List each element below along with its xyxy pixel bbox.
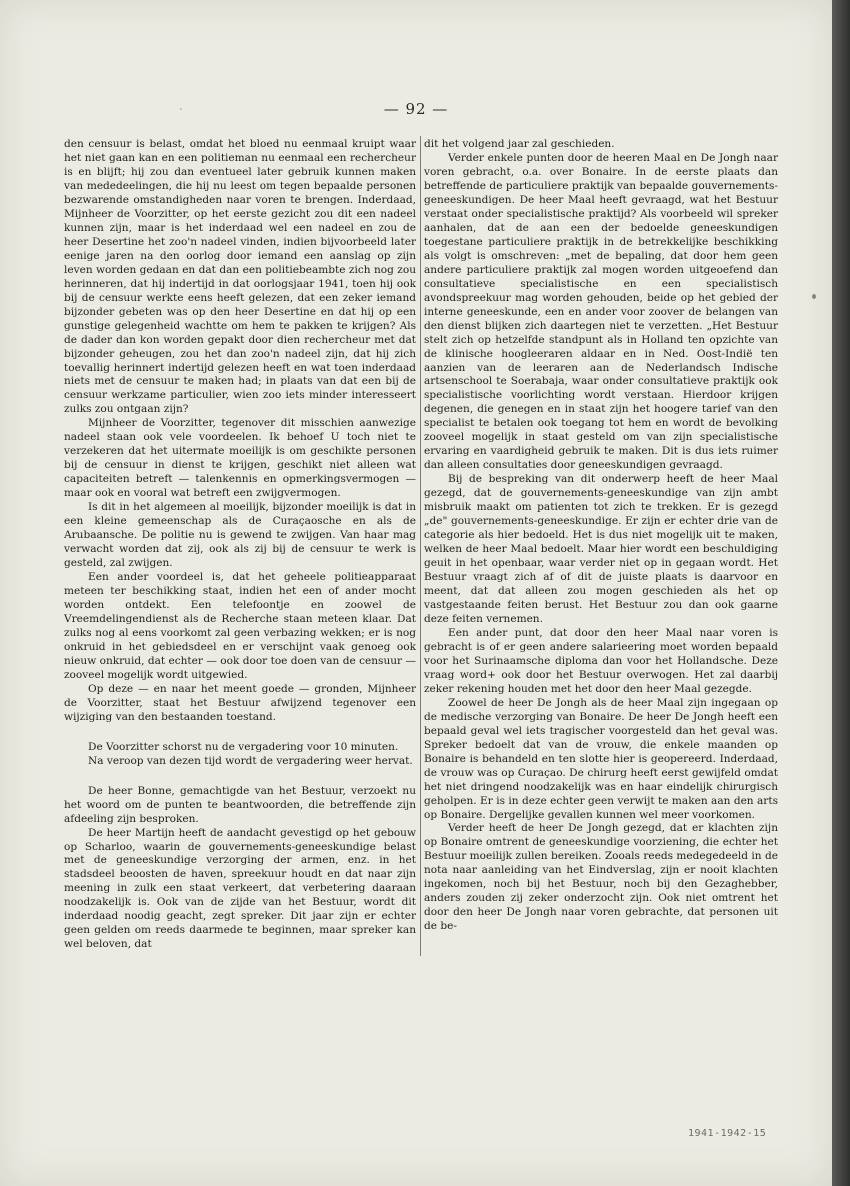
paragraph: den censuur is belast, omdat het bloed nu eenmaal kruipt waar het niet gaan kan en een politieman nu eenmaal een rechercheur is en blijft; hij zou dan eventueel later gebruik kunnen maken van mededeelingen, die hij nu leest om tegen bepaalde personen bezwarende omstandigheden naar voren te brengen. Inderdaad, Mijnheer de Voorzitter, op het eerste gezicht zou dit een nadeel kunnen zijn, maar is het inderdaad wel een nadeel en zou de heer Desertine het zoo'n nadeel vinden, indien bijvoorbeeld later eenige jaren na den oorlog door iemand een aanslag op zijn leven worden gedaan en dat dan een politiebeambte zich nog zou herinneren, dat hij indertijd in dat oorlogsjaar 1941, toen hij ook bij de censuur werkte eens heeft gelezen, dat een zeker iemand bijzonder gebeten was op den heer Desertine en dat hij op een gunstige gelegenheid wachtte om hem te pakken te krijgen? Als de dader dan kon worden gepakt door dien rechercheur met dat bijzonder geheugen, zou het dan zoo'n nadeel zijn, dat hij zich toevallig herinnert indertijd gelezen heeft en wat toen inderdaad niets met de censuur te maken had; in plaats van dat een bij de censuur werkzame particulier, wien zoo iets minder interesseert zulks zou ontgaan zijn?: [64, 138, 416, 416]
paragraph: Verder enkele punten door de heeren Maal en De Jongh naar voren gebracht, o.a. over Bonaire. In de eerste plaats dan betreffende de particuliere praktijk van bepaalde gouvernements-geneeskundigen. De heer Maal heeft gevraagd, wat het Bestuur verstaat onder specialistische praktijd? Als voorbeeld wil spreker aanhalen, dat de aan een der bedoelde geneeskundigen toegestane particuliere praktijk in de betrekkelijke beschikking als volgt is omschreven: „met de bepaling, dat door hem geen andere particuliere praktijk zal mogen worden uitgeoefend dan consultatieve specialistische en een specialistisch avondspreekuur mag worden gehouden, beide op het gebied der interne geneeskunde, een en ander voor zoover de belangen van den dienst blijken zich daartegen niet te verzetten. „Het Bestuur stelt zich op hetzelfde standpunt als in Holland ten opzichte van de klinische hoogleeraren aldaar en in Ned. Oost-Indië ten aanzien van de leeraren aan de Nederlandsch Indische artsenschool te Soerabaja, waar onder consultatieve praktijk ook specialistische voorlichting wordt verstaan. Hierdoor krijgen degenen, die genegen en in staat zijn het hoogere tarief van den specialist te betalen ook toegang tot hem en wordt de bevolking zooveel mogelijk in staat gesteld om van zijn specialistische ervaring en vaardigheid gebruik te maken. Dit is dus iets ruimer dan alleen consultaties door geneeskundigen gevraagd.: [424, 151, 778, 472]
left-column: [64, 138, 416, 952]
paragraph: Na veroop van dezen tijd wordt de vergadering weer hervat.: [88, 754, 413, 767]
archive-stamp: 1941-1942-15: [688, 1128, 767, 1139]
paragraph: dit het volgend jaar zal geschieden.: [424, 138, 615, 150]
paragraph: Een ander voordeel is, dat het geheele politieapparaat meteen ter beschikking staat, indien het een of ander mocht worden ontdekt. Een telefoontje en zoowel de Vreemdelingendienst als de Recherche staan meteen klaar. Dat zulks nog al eens voorkomt zal geen verbazing wekken; er is nog onkruid in het gebiedsdeel en er verschijnt vaak genoeg ook nieuw onkruid, dat echter — ook door toe doen van de censuur — zooveel mogelijk wordt uitgewied.: [64, 571, 416, 681]
paper-speck: [812, 294, 816, 299]
paragraph: De Voorzitter schorst nu de vergadering voor 10 minuten.: [88, 740, 399, 753]
paper-speck: [180, 108, 182, 110]
page-number: — 92 —: [383, 100, 449, 118]
paragraph: De heer Martijn heeft de aandacht gevestigd op het gebouw op Scharloo, waarin de gouvernements-geneeskundige belast met de geneeskundige verzorging der armen, enz. in het stadsdeel beoosten de haven, spreekuur houdt en dat naar zijn meening in zulk een staat verkeert, dat verbetering daaraan noodzakelijk is. Ook van de zijde van het Bestuur, wordt dit inderdaad noodig geacht, zegt spreker. Dit jaar zijn er echter geen gelden om reeds daarmede te beginnen, maar spreker kan wel beloven, dat: [64, 826, 416, 951]
paragraph: Op deze — en naar het meent goede — gronden, Mijnheer de Voorzitter, staat het Bestuur afwijzend tegenover een wijziging van den bestaanden toestand.: [64, 682, 416, 723]
paragraph: Zoowel de heer De Jongh als de heer Maal zijn ingegaan op de medische verzorging van Bonaire. De heer De Jongh heeft een bepaald geval wel iets tragischer voorgesteld dan het geval was. Spreker bedoelt dat van de vrouw, die enkele maanden op Bonaire is behandeld en ten slotte hier is geopereerd. Inderdaad, de vrouw was op Curaçao. De chirurg heeft eerst gewijfeld omdat het niet dringend noodzakelijk was en haar eindelijk chirurgisch geholpen. Er is in deze echter geen verwijt te maken aan den arts op Bonaire. Dergelijke gevallen kunnen wel meer voorkomen.: [424, 696, 778, 821]
paragraph: Mijnheer de Voorzitter, tegenover dit misschien aanwezige nadeel staan ook vele voordeelen. Ik behoef U toch niet te verzekeren dat het uitermate moeilijk is om geschikte personen bij de censuur in dienst te krijgen, geschikt niet alleen wat capaciteiten betreft — talenkennis en opmerkingsvermogen — maar ook en vooral wat betreft een zwijgvermogen.: [64, 417, 416, 500]
paragraph: Is dit in het algemeen al moeilijk, bijzonder moeilijk is dat in een kleine gemeenschap als de Curaçaosche en als de Arubaansche. De politie nu is gewend te zwijgen. Van haar mag verwacht worden dat zij, ook als zij bij de censuur te werk is gesteld, zal zwijgen.: [64, 501, 416, 570]
paragraph: Een ander punt, dat door den heer Maal naar voren is gebracht is of er geen andere salarieering moet worden bepaald voor het Surinaamsche diploma dan voor het Hollandsche. Deze vraag word+ ook door het Bestuur overwogen. Het zal daarbij zeker rekening houden met het door den heer Maal gezegde.: [424, 626, 778, 695]
right-column: [424, 138, 778, 934]
paragraph: Verder heeft de heer De Jongh gezegd, dat er klachten zijn op Bonaire omtrent de geneeskundige voorziening, die echter het Bestuur moeilijk zullen bereiken. Zooals reeds medegedeeld in de nota naar aanleiding van het Eindverslag, zijn er nooit klachten ingekomen, noch bij het Bestuur, noch bij den Gezaghebber, anders zouden zij zeker onderzocht zijn. Ook niet omtrent het door den heer De Jongh naar voren gebrachte, dat personen uit de be-: [424, 822, 778, 933]
scan-background-edge: [832, 0, 850, 1186]
column-divider: [420, 136, 421, 956]
paragraph: Bij de bespreking van dit onderwerp heeft de heer Maal gezegd, dat de gouvernements-geneeskundige van zijn ambt misbruik maakt om patienten tot zich te trekken. Er is gezegd „de" gouvernements-geneeskundige. Er zijn er echter drie van de categorie als hier bedoeld. Het is dus niet mogelijk uit te maken, welken de heer Maal bedoelt. Maar hier wordt een beschuldiging geuit in het openbaar, waar verder niet op in gegaan wordt. Het Bestuur vraagt zich af of dit de juiste plaats is daarvoor en meent, dat dat alleen zou mogen geschieden als het op vastgestaande feiten berust. Het Bestuur zou dan ook gaarne deze feiten vernemen.: [424, 473, 778, 625]
paragraph: De heer Bonne, gemachtigde van het Bestuur, verzoekt nu het woord om de punten te beantwoorden, die betreffende zijn afdeeling zijn besproken.: [64, 784, 416, 825]
